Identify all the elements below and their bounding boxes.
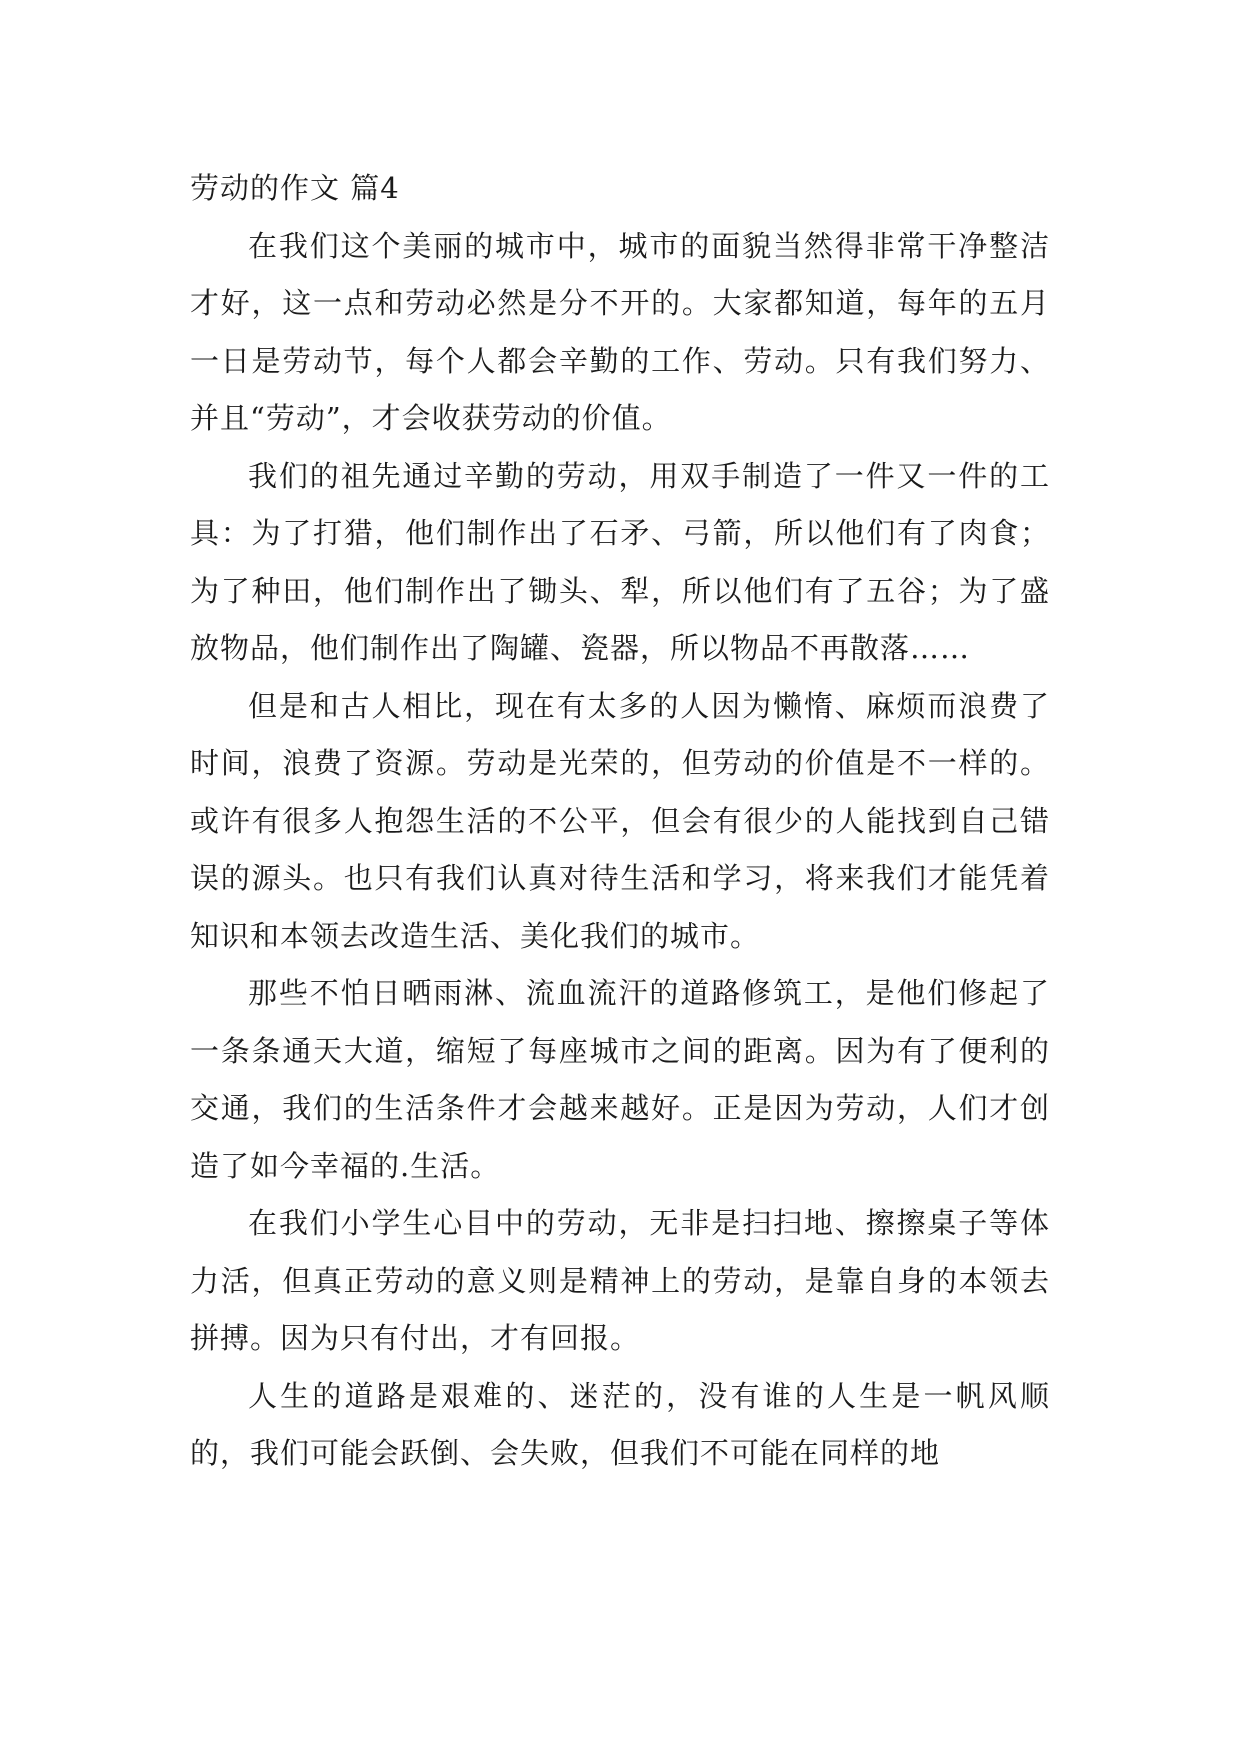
paragraph-2: 我们的祖先通过辛勤的劳动，用双手制造了一件又一件的工具：为了打猎，他们制作出了石矛、弓箭，所以他们有了肉食；为了种田，他们制作出了锄头、犁，所以他们有了五谷；为了盛放物品，他们制作出了陶罐、瓷器，所以物品不再散落…… (190, 458, 1050, 665)
paragraph-4: 那些不怕日晒雨淋、流血流汗的道路修筑工，是他们修起了一条条通天大道，缩短了每座城市之间的距离。因为有了便利的交通，我们的生活条件才会越来越好。正是因为劳动，人们才创造了如今幸福的.生活。 (190, 976, 1050, 1183)
paragraph-3: 但是和古人相比，现在有太多的人因为懒惰、麻烦而浪费了时间，浪费了资源。劳动是光荣的，但劳动的价值是不一样的。或许有很多人抱怨生活的不公平，但会有很少的人能找到自己错误的源头。也只有我们认真对待生活和学习，将来我们才能凭着知识和本领去改造生活、美化我们的城市。 (190, 688, 1050, 953)
paragraph-6: 人生的道路是艰难的、迷茫的，没有谁的人生是一帆风顺的，我们可能会跃倒、会失败，但我们不可能在同样的地 (190, 1378, 1050, 1470)
paragraph-1: 在我们这个美丽的城市中，城市的面貌当然得非常干净整洁才好，这一点和劳动必然是分不开的。大家都知道，每年的五月一日是劳动节，每个人都会辛勤的工作、劳动。只有我们努力、并且“劳动”，才会收获劳动的价值。 (190, 228, 1050, 435)
paragraph-5: 在我们小学生心目中的劳动，无非是扫扫地、擦擦桌子等体力活，但真正劳动的意义则是精神上的劳动，是靠自身的本领去拼搏。因为只有付出，才有回报。 (190, 1206, 1050, 1355)
document-body (190, 160, 1050, 1483)
document-title: 劳动的作文 篇4 (190, 171, 400, 205)
